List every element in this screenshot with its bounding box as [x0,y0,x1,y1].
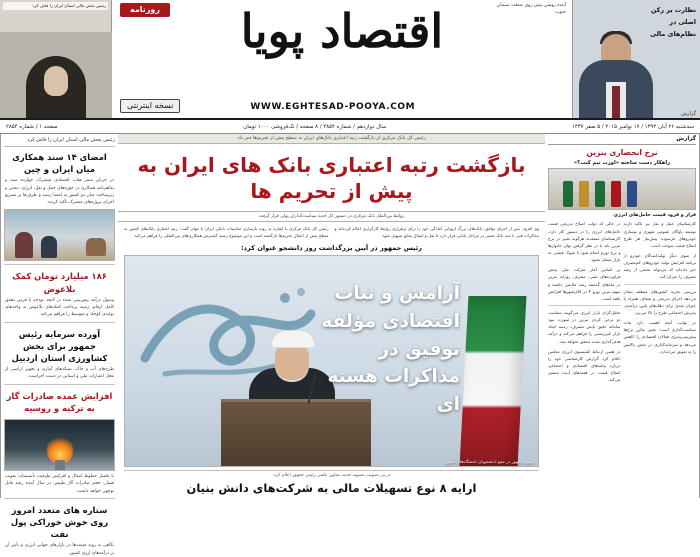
right-sidebar-header: رئیس بخش مالی استان ایران را فاش کرد [4,136,115,147]
sidebar-item-deck: در جریان سفر هیات اقتصادی مشترک، چهارده سند و تفاهم‌نامه همکاری در حوزه‌های حمل و نقل، انرژی، معدن و زیرساخت میان دو کشور به امضا رسید و طرف‌ها بر تسریع اجرای پروژه‌های مشترک تأکید کردند. [5,178,114,206]
lead-deck-col-2: وی افزود: پس از اجرای توافق، بانک‌های بزرگ اروپایی آمادگی خود را برای برقراری روابط کارگزاری اعلام کرده‌اند و مذاکرات فنی با چند بانک معتبر در مراحل پایانی قرار دارد تا نقل و انتقال منابع تسهیل شود. [334,225,539,238]
lead-kicker: رئیس کل بانک مرکزی از بازگشت رتبه اعتباری بانک‌های ایران به سطح پیش از تحریم‌ها خبر داد [118,134,545,144]
list-item[interactable] [4,388,115,416]
lead-headline: بازگشت رتبه اعتباری بانک های ایران به پیش از تحریم ها [137,153,526,204]
list-item[interactable] [4,149,115,206]
issue-date: سه‌شنبه ۲۶ آبان ۱۳۹۴ / ۱۷ نوامبر ۲۰۱۵ / ۵ صفر ۱۴۳۷ [571,123,694,130]
masthead-web-badge: نسخه اینترنتی [120,99,180,113]
gas-flame-photo-thumbnail [4,419,115,471]
sidebar-item-title: ستاره های متعدد امروز روی خوش خوراکی پول نفت [10,504,109,540]
issue-number: سال دوازدهم / شماره ۲۸۵۴ / ۸ صفحه / تک‌فروشی ۱۰۰۰ تومان [243,123,387,130]
left-column-b [624,220,697,386]
iran-flag [460,296,527,466]
sidebar-item-deck: نگاهی به روند قیمت‌ها در بازارهای جهانی انرژی و تأثیر آن بر درآمدهای ارزی کشور. [5,543,114,556]
issue-info-bar [0,120,700,134]
paragraph: بررسی تجربه کشورهای منطقه نشان می‌دهد اجرای تدریجی و شفاف همراه با جبران نقدی برای دهک‌های پایین درآمدی، پذیرش اجتماعی طرح را بالا می‌برد. [623,288,696,315]
fuel-pump-5 [627,181,637,207]
hero-caption: رئیس جمهور در جمع دانشجویان دانشگاه‌های کشور [445,459,534,465]
masthead-right-headline: نظارت بر رکن اصلی در نظام‌های مالی [650,6,696,39]
portrait-tie [612,86,620,118]
masthead-center [112,0,572,118]
divider [4,384,115,385]
page-title: اقتصاد پویا [240,4,444,58]
sidebar-item-deck: طرح‌های آب و خاک، شبکه‌های آبیاری و تجهیز اراضی از محل اعتبارات ملی و استانی در دست اجراست. [5,367,114,380]
sidebar-item-title: افزایش عمده صادرات گاز به ترکیه و روسیه [6,390,113,413]
secondary-kicker: رئیس جمهور در آیین بزرگداشت روز دانشجو عنوان کرد: [241,244,422,253]
fuel-pump-3 [595,181,605,207]
masthead [0,0,700,120]
fuel-pump-4 [611,181,621,207]
sidebar-item-title: امضای ۱۴ سند همکاری میان ایران و چین [12,152,107,175]
lead-subheadline: روابط بین‌الملل بانک مرکزی در دستور کار جدید سیاست‌گذاران پولی قرار گرفت [118,211,545,222]
fuel-pump-2 [579,181,589,207]
fuel-pump-1 [563,181,573,207]
left-sidebar-title: نرخ انحصاری بنزین [586,148,658,157]
masthead-right-credit: گزارش [680,111,696,117]
paragraph: در نهایت آنچه اهمیت دارد ثبات سیاست‌گذاری است؛ تغییر مکرر نرخ‌ها پیش‌بینی‌پذیری فعالان اقتصادی را کاهش می‌دهد و سرمایه‌گذاری در بخش پالایش را به تعویق می‌اندازد. [623,320,696,354]
fuel-pumps-photo [548,168,696,210]
masthead-ribbon: روزنامه [120,3,170,17]
speaker-turban [271,330,315,348]
left-sidebar [545,134,700,498]
paragraph: بر اساس آمار شرکت ملی پخش فراورده‌های نفتی، مصرف روزانه بنزین در ماه‌های گذشته رشد ملایمی داشته و سهم بنزین یورو ۴ در کلان‌شهرها افزایش یافته است. [548,267,621,301]
main-column [118,134,545,498]
main-bottom-block [118,467,545,496]
list-item[interactable] [4,326,115,381]
lead-deck [118,222,545,243]
paragraph: کارشناسان حمل و نقل نیز تاکید دارند توسعه ناوگان عمومی شهری و نوسازی خودروهای فرسوده پیش‌نیاز هر طرح اصلاح قیمت سوخت است. [623,221,696,248]
sidebar-item-title: آورده سرمایه رئیس جمهور برای بخش کشاورزی استان اردبیل [11,328,108,363]
left-sidebar-subtitle: راهکار دست ساخته «اورت نیم کنت؟» [573,160,671,167]
divider [4,322,115,323]
bottom-kicker: در پی تصویب مصوبه جدید، معاون علمی رئیس جمهور اعلام کرد: [124,470,539,478]
sidebar-item-title: ۱۸۶ میلیارد تومان کمک بلاعوض [12,271,107,294]
market-photo-thumbnail [4,209,115,261]
market-stall [86,238,106,256]
page-body [0,134,700,556]
masthead-slogan: آینده روشن پیش روی صنعت سیمان جنوب [496,3,566,16]
divider [4,498,115,499]
masthead-website-url: WWW.EGHTESAD-POOYA.COM [250,102,416,112]
sidebar-item-deck: با تکمیل خطوط انتقال و افزایش ظرفیت تأسیسات تقویت فشار، حجم صادرات گاز طبیعی در سال آینده رشد قابل توجهی خواهد داشت. [5,474,114,494]
list-item[interactable] [4,268,115,318]
right-sidebar [0,134,118,556]
paragraph: تحلیل‌گران بازار انرژی می‌گویند سیاست دو نرخی کردن بنزین در صورت نبود سامانه دقیق پایش مصرف، زمینه ایجاد بازار غیررسمی را فراهم می‌کند و درآمد هدف‌گذاری شده محقق نخواهد شد. [548,309,621,344]
paragraph: از سوی دیگر تولیدکنندگان خودرو از برنامه افزایش تولید خودروهای کم‌مصرف خبر داده‌اند که می‌تواند بخشی از رشد مصرف را جبران کند. [623,252,696,280]
left-column-a [548,220,621,386]
masthead-left-caption: رئیس بخش مالی استان ایران را فاش کرد [3,2,108,10]
woman-portrait-illustration [0,32,112,118]
lead-deck-col-1: رئیس کل بانک مرکزی با اشاره به روند بازسازی مناسبات بانکی ایران با جهان گفت: رتبه اعتباری بانک‌های کشور به سطح پیش از اعمال تحریم‌ها بازگشته است و این موضوع زمینه گسترش همکاری‌های بین‌المللی را فراهم می‌کند. [124,225,329,238]
burner-pipe [55,460,65,470]
sidebar-item-deck: وصول درآمد پیش‌بینی شده در لایحه بودجه با فرض تحقق کامل ارقام، زمینه پرداخت کمک‌های بلاعوض به واحدهای تولیدی کوچک و متوسط را فراهم می‌کند. [5,297,114,318]
shopper-figure-2 [41,236,57,258]
bottom-headline: ارایه ۸ نوع تسهیلات مالی به شرکت‌های دانش بنیان [186,481,477,496]
divider [548,305,621,306]
left-sidebar-header: گزارش [548,136,696,145]
hero-photo [124,255,539,467]
divider [624,284,697,285]
shopper-figure [15,232,33,258]
paragraph: در حالی که دولت اصلاح تدریجی قیمت حامل‌های انرژی را در دستور کار دارد، کارشناسان معتقدند هرگونه تغییر در نرخ بنزین باید با در نظر گرفتن توان خانوارها و نرخ تورم انجام شود تا شوک قیمتی به بازار منتقل نشود. [548,221,621,263]
paragraph: در همین ارتباط کمیسیون انرژی مجلس اعلام کرد گزارش کارشناسی خود را درباره پیامدهای اقتصادی و اجتماعی اصلاح قیمت در هفته‌های آینده منتشر می‌کند. [548,348,621,383]
divider [4,264,115,265]
left-sidebar-columns [548,220,696,386]
masthead-left-photo [0,0,112,118]
list-item[interactable] [4,502,115,557]
masthead-right-photo [572,0,700,118]
left-sidebar-lead: فراز و فرود قیمت حامل‌های انرژی [613,213,696,219]
hero-headline: آرامش و ثبات اقتصادی مؤلفه توفیق در مذاکرات هسته ای [321,283,460,416]
issue-page-number: صفحه ۱ / شماره ۲۸۵۴ [6,123,58,130]
